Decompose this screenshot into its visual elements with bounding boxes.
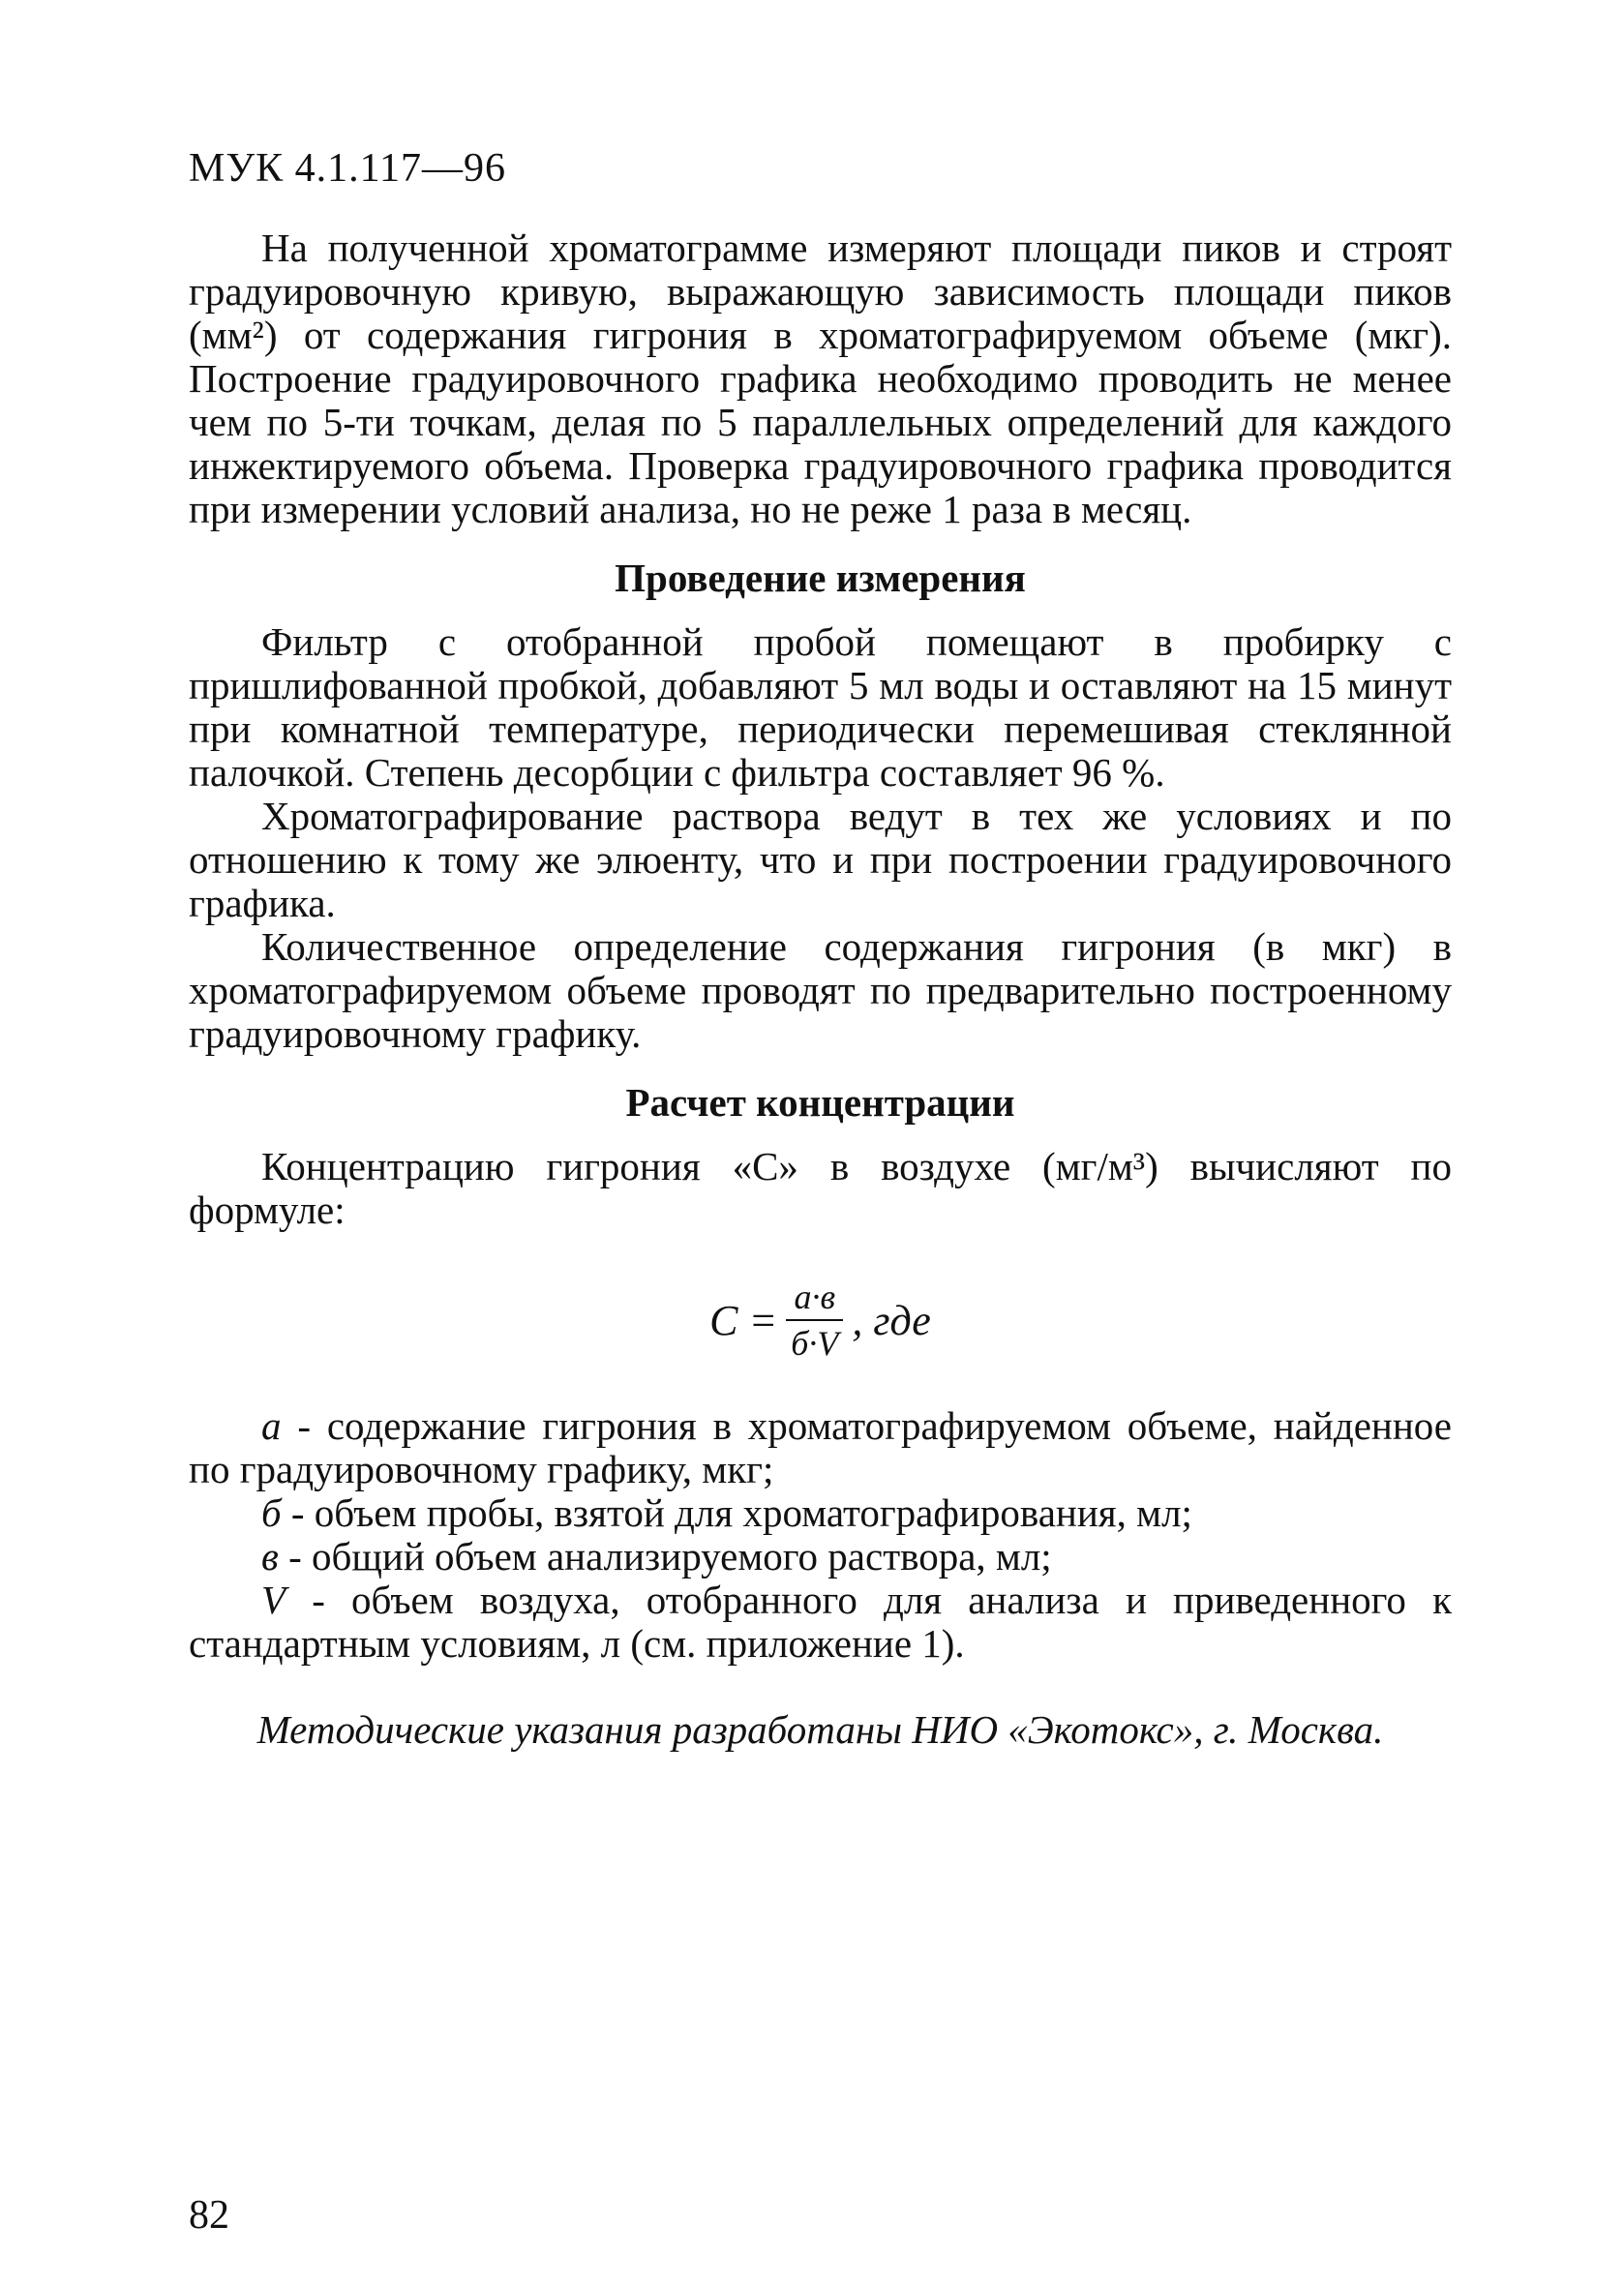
definition-var: б — [261, 1490, 282, 1535]
paragraph: Хроматографирование раствора ведут в тех же условиях и по отношению к тому же элюенту, что и при построении градуировочного графика. — [189, 794, 1452, 925]
definition-item — [189, 1491, 1452, 1535]
definition-text: - содержание гигрония в хроматографируемом объеме, найденное по градуировочному графику, мкг; — [189, 1403, 1452, 1491]
paragraph: Фильтр с отобранной пробой помещают в пробирку с пришлифованной пробкой, добавляют 5 мл воды и оставляют на 15 минут при комнатной температуре, периодически перемешивая стеклянной палочкой. Степень десорбции с фильтра составляет 96 %. — [189, 619, 1452, 795]
document-footer: Методические указания разработаны НИО «Экотокс», г. Москва. — [256, 1707, 1384, 1752]
definition-text: - объем воздуха, отобранного для анализа и приведенного к стандартным условиям, л (см. приложение 1). — [189, 1578, 1452, 1666]
definition-var: а — [261, 1403, 282, 1448]
formula-lhs: С = — [709, 1296, 778, 1344]
definition-text: - общий объем анализируемого раствора, мл; — [278, 1534, 1052, 1579]
intro-paragraph: На полученной хроматограмме измеряют площади пиков и строят градуировочную кривую, выражающую зависимость площади пиков (мм²) от содержания гигрония в хроматографируемом объеме (мкг). Построение градуировочного графика необходимо проводить не менее чем по 5-ти точкам, делая по 5 параллельных определений для каждого инжектируемого объема. Проверка градуировочного графика проводится при измерении условий анализа, но не реже 1 раза в месяц. — [189, 226, 1452, 531]
definition-text: - объем пробы, взятой для хроматографирования, мл; — [281, 1490, 1192, 1535]
definition-var: V — [261, 1578, 286, 1622]
document-header: МУК 4.1.117—96 — [189, 146, 507, 191]
formula-fraction — [783, 1277, 846, 1364]
section-title-measurement: Проведение измерения — [615, 556, 1026, 600]
section-title-calculation: Расчет концентрации — [625, 1080, 1015, 1125]
concentration-formula — [189, 1277, 1452, 1364]
formula-denominator: б·V — [791, 1324, 839, 1363]
paragraph: Количественное определение содержания гигрония (в мкг) в хроматографируемом объеме проводят по предварительно построенному градуировочному графику. — [189, 924, 1452, 1056]
definition-item — [189, 1404, 1452, 1491]
document-page — [189, 145, 1452, 1753]
formula-suffix: , где — [852, 1296, 931, 1344]
variable-definitions — [189, 1404, 1452, 1666]
definition-item — [189, 1579, 1452, 1666]
formula-intro: Концентрацию гигрония «С» в воздухе (мг/м³) вычисляют по формуле: — [189, 1144, 1452, 1232]
definition-var: в — [261, 1534, 279, 1579]
definition-item — [189, 1535, 1452, 1579]
page-number: 82 — [189, 2193, 229, 2238]
formula-numerator: а·в — [786, 1277, 843, 1321]
